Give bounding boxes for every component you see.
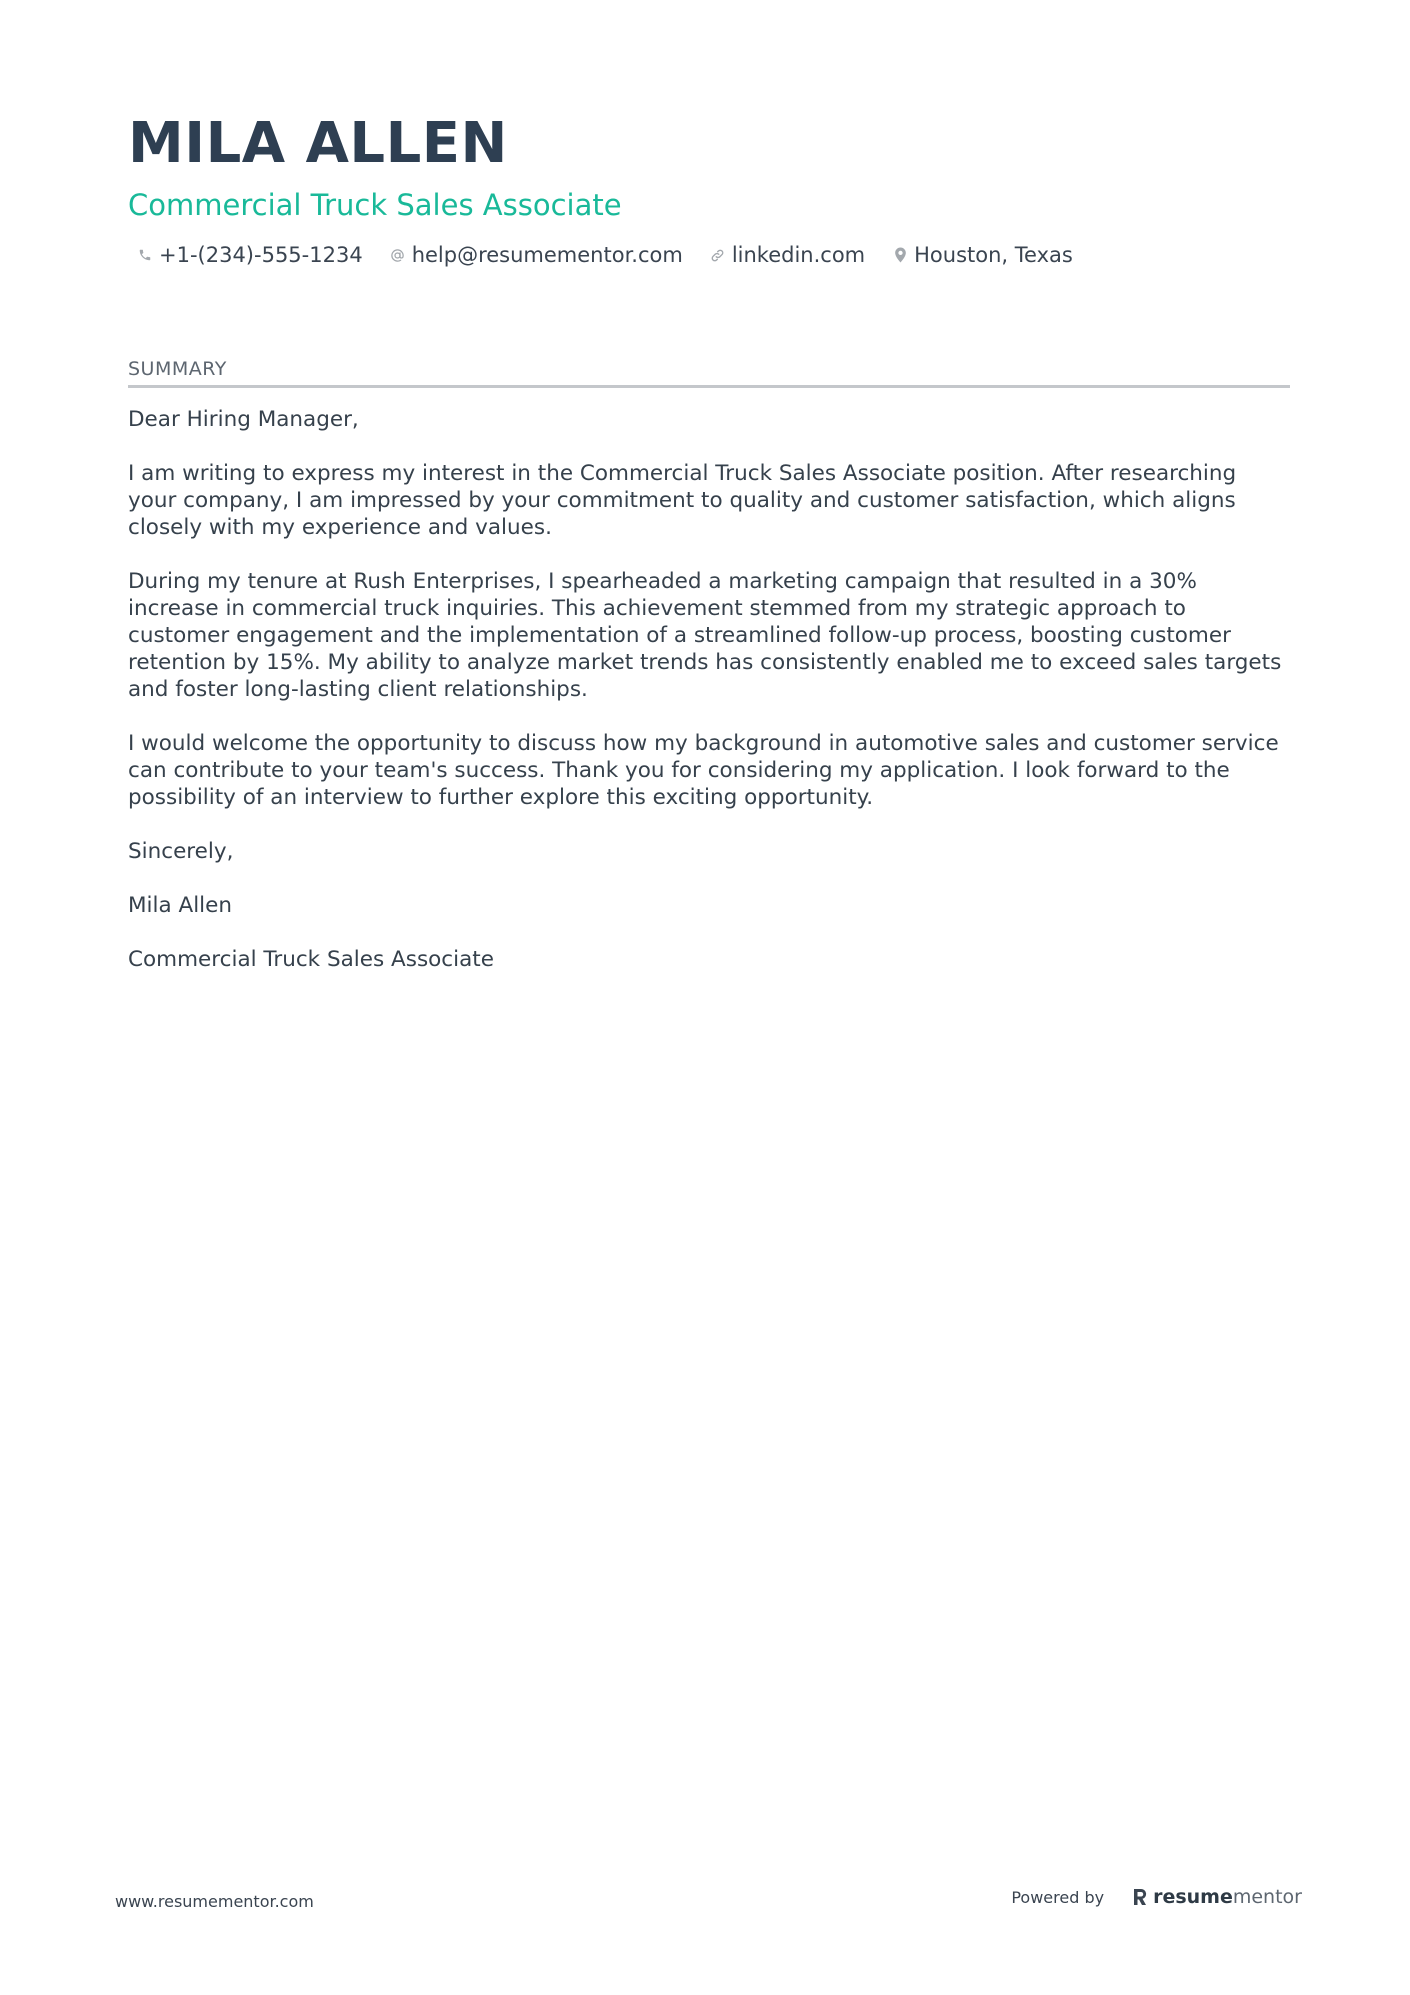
linkedin-text[interactable]: linkedin.com <box>731 243 866 267</box>
at-icon <box>389 246 407 264</box>
brand-logo[interactable] <box>1132 1886 1302 1908</box>
footer-powered-by <box>1011 1886 1302 1908</box>
contact-location <box>891 240 1073 270</box>
paragraph: During my tenure at Rush Enterprises, I spearheaded a marketing campaign that resulted in a 30% increase in commercial truck inquiries. This achievement stemmed from my strategic approach to customer engagement and the implementation of a streamlined follow-up process, boosting customer retention by 15%. My ability to analyze market trends has consistently enabled me to exceed sales targets and foster long-lasting client relationships. <box>128 569 1282 702</box>
phone-icon <box>136 246 154 264</box>
location-pin-icon <box>891 246 909 264</box>
resume-header <box>128 108 1288 270</box>
powered-by-label: Powered by <box>1011 1887 1105 1907</box>
contact-bar <box>128 240 1288 270</box>
job-title: Commercial Truck Sales Associate <box>128 188 622 222</box>
paragraph: I am writing to express my interest in the Commercial Truck Sales Associate position. After researching your company, I am impressed by your commitment to quality and customer satisfaction, which aligns closely with my experience and values. <box>128 461 1237 540</box>
candidate-name: MILA ALLEN <box>128 111 508 176</box>
section-heading: SUMMARY <box>128 358 1290 388</box>
contact-email[interactable] <box>389 240 683 270</box>
signature-name: Mila Allen <box>128 893 233 918</box>
footer-website-link[interactable]: www.resumementor.com <box>115 1892 314 1911</box>
contact-linkedin[interactable] <box>709 240 865 270</box>
salutation: Dear Hiring Manager, <box>128 407 359 432</box>
paragraph: I would welcome the opportunity to discuss how my background in automotive sales and customer service can contribute to your team's success. Thank you for considering my application. I look forward to the possibility of an interview to further explore this exciting opportunity. <box>128 731 1279 810</box>
contact-phone <box>136 240 363 270</box>
email-text[interactable]: help@resumementor.com <box>411 243 683 267</box>
resumementor-logo-icon <box>1132 1887 1148 1907</box>
link-icon <box>709 246 727 264</box>
closing: Sincerely, <box>128 839 234 864</box>
brand-name-part1: resume <box>1153 1886 1233 1908</box>
signature-title: Commercial Truck Sales Associate <box>128 947 494 972</box>
letter-body <box>128 406 1290 973</box>
phone-text: +1-(234)-555-1234 <box>159 243 363 267</box>
summary-section <box>128 358 1290 1000</box>
brand-name-part2: mentor <box>1232 1886 1302 1908</box>
location-text: Houston, Texas <box>914 243 1073 267</box>
